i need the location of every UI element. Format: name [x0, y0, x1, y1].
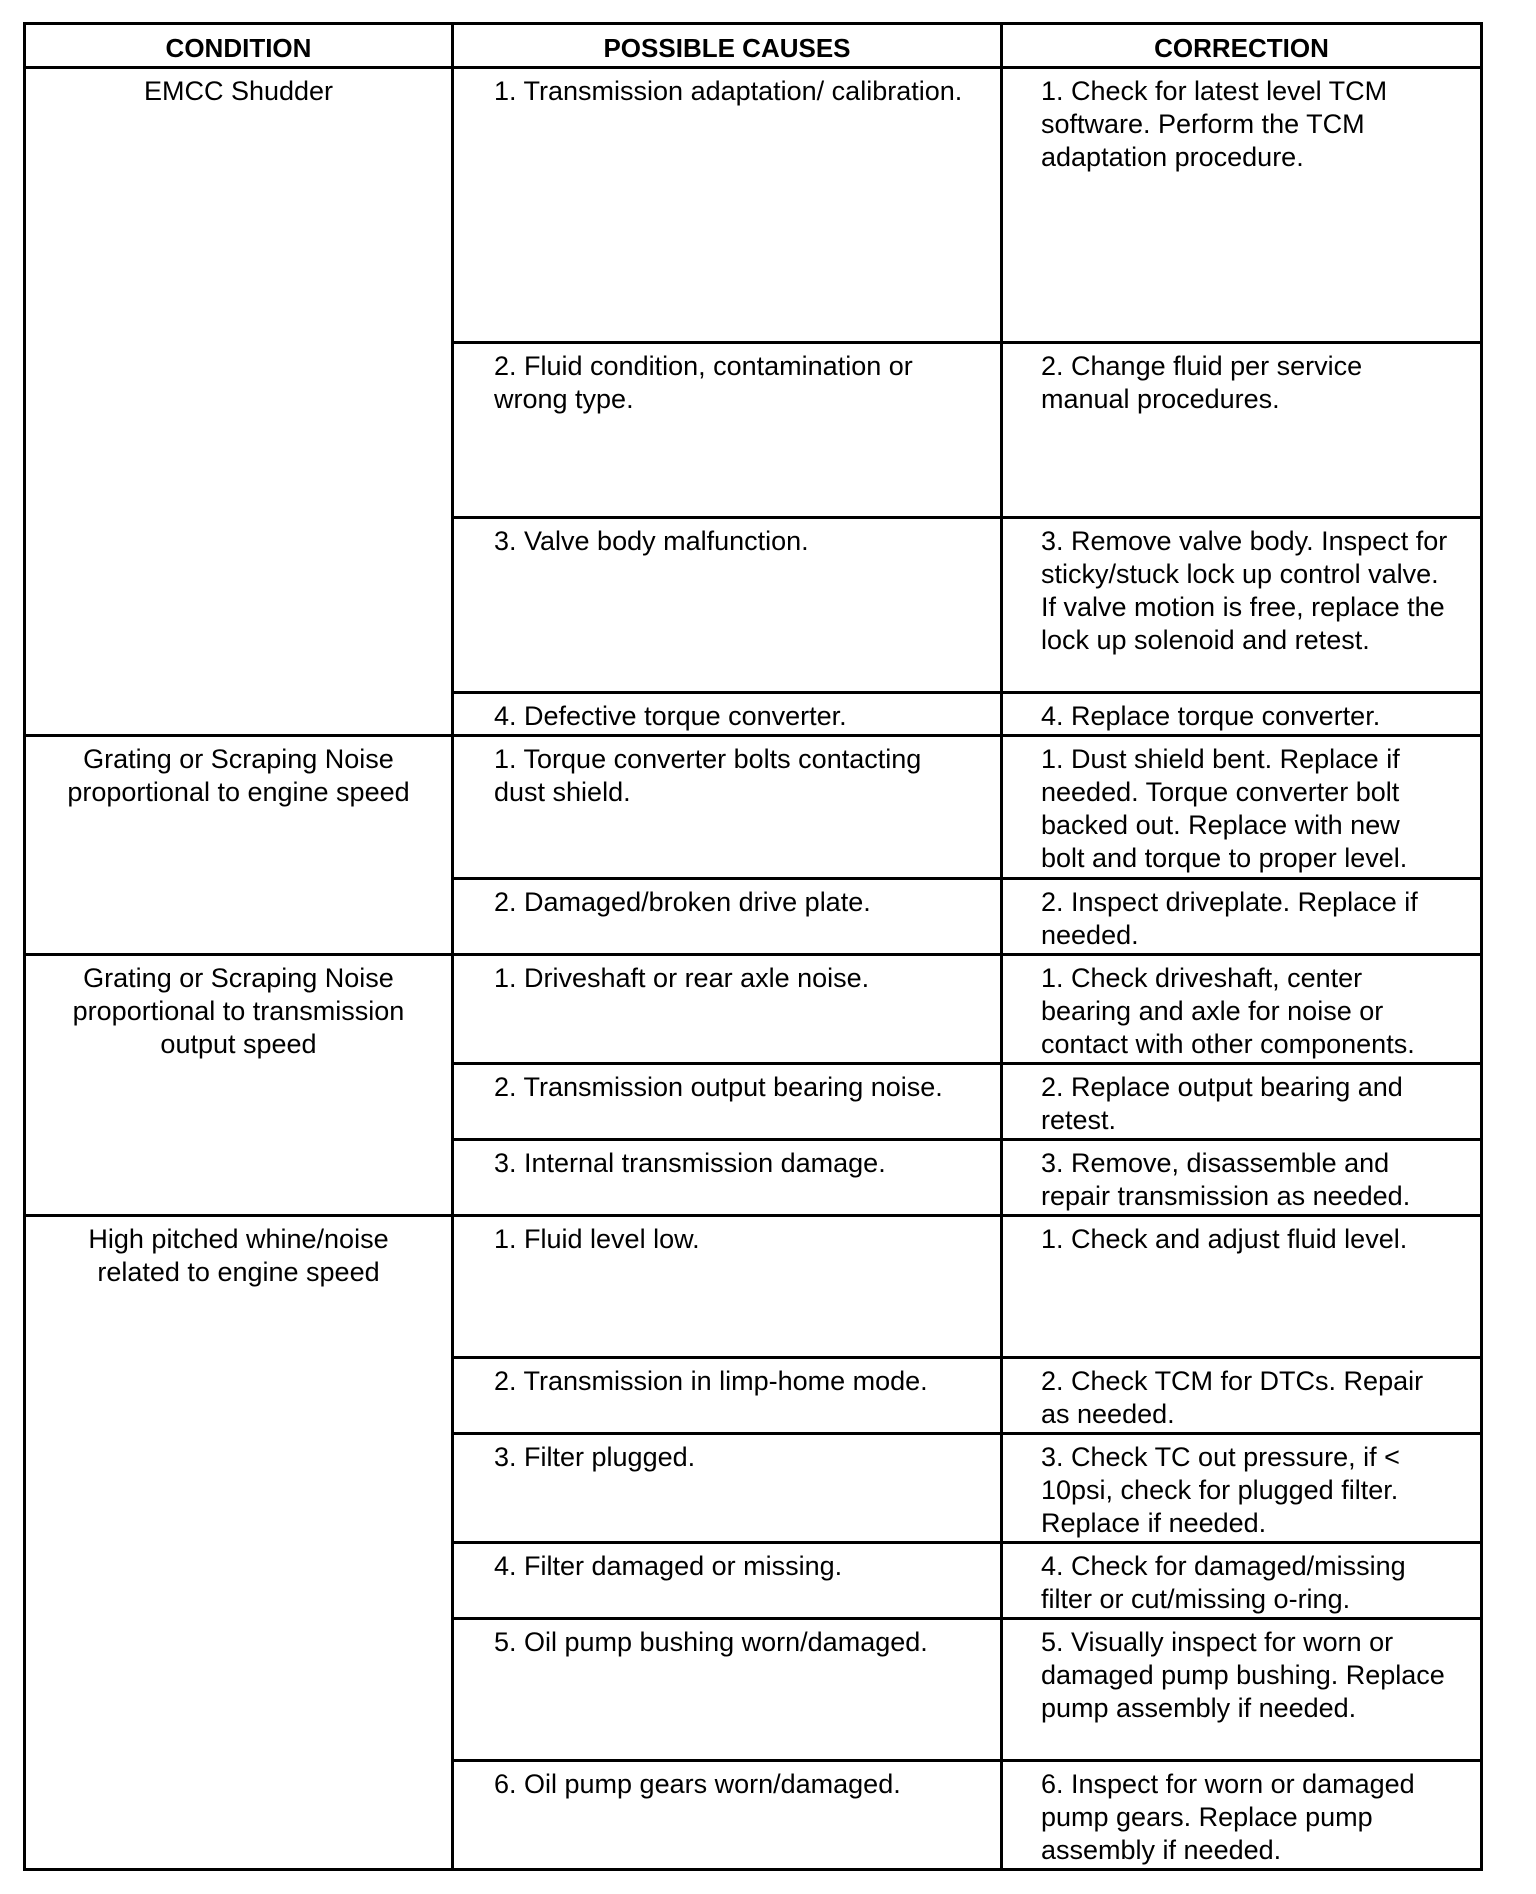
possible-cause-text: 1. Fluid level low.	[494, 1224, 700, 1254]
possible-cause-cell	[453, 1358, 1002, 1434]
header-row	[25, 24, 1482, 68]
possible-cause-text: 2. Transmission in limp-home mode.	[494, 1366, 928, 1396]
possible-cause-text: 2. Transmission output bearing noise.	[494, 1072, 943, 1102]
condition-cell	[25, 1216, 453, 1870]
correction-text: 2. Inspect driveplate. Replace if needed.	[1041, 887, 1418, 950]
correction-text: 1. Dust shield bent. Replace if needed. Torque converter bolt backed out. Replace with new bolt and torque to proper level.	[1041, 744, 1408, 873]
correction-cell	[1002, 1064, 1482, 1140]
possible-cause-cell	[453, 1140, 1002, 1216]
possible-cause-text: 2. Fluid condition, contamination or wrong type.	[494, 351, 913, 414]
correction-cell	[1002, 1140, 1482, 1216]
correction-cell	[1002, 1619, 1482, 1761]
possible-cause-text: 6. Oil pump gears worn/damaged.	[494, 1769, 901, 1799]
possible-cause-text: 3. Internal transmission damage.	[494, 1148, 886, 1178]
possible-cause-text: 3. Valve body malfunction.	[494, 526, 809, 556]
correction-cell	[1002, 1358, 1482, 1434]
correction-cell	[1002, 68, 1482, 343]
possible-cause-cell	[453, 518, 1002, 693]
possible-cause-cell	[453, 1543, 1002, 1619]
possible-cause-cell	[453, 736, 1002, 879]
correction-text: 3. Remove, disassemble and repair transmission as needed.	[1041, 1148, 1411, 1211]
table-row	[25, 955, 1482, 1064]
possible-cause-cell	[453, 1434, 1002, 1543]
possible-cause-text: 1. Torque converter bolts contacting dust shield.	[494, 744, 922, 807]
possible-cause-cell	[453, 1619, 1002, 1761]
correction-cell	[1002, 955, 1482, 1064]
correction-cell	[1002, 879, 1482, 955]
condition-text: Grating or Scraping Noise proportional to transmission output speed	[72, 963, 405, 1059]
correction-cell	[1002, 693, 1482, 736]
possible-cause-cell	[453, 1064, 1002, 1140]
possible-cause-cell	[453, 1216, 1002, 1358]
correction-text: 4. Check for damaged/missing filter or cut/missing o-ring.	[1041, 1551, 1406, 1614]
correction-cell	[1002, 1216, 1482, 1358]
possible-cause-cell	[453, 879, 1002, 955]
table-row	[25, 1216, 1482, 1358]
correction-text: 2. Check TCM for DTCs. Repair as needed.	[1041, 1366, 1424, 1429]
condition-text: High pitched whine/noise related to engine speed	[88, 1224, 389, 1287]
correction-text: 1. Check driveshaft, center bearing and axle for noise or contact with other components.	[1041, 963, 1415, 1059]
correction-cell	[1002, 736, 1482, 879]
possible-cause-text: 5. Oil pump bushing worn/damaged.	[494, 1627, 928, 1657]
correction-text: 6. Inspect for worn or damaged pump gears. Replace pump assembly if needed.	[1041, 1769, 1415, 1865]
possible-cause-cell	[453, 693, 1002, 736]
correction-cell	[1002, 1434, 1482, 1543]
condition-cell	[25, 955, 453, 1216]
correction-text: 5. Visually inspect for worn or damaged pump bushing. Replace pump assembly if needed.	[1041, 1627, 1445, 1723]
correction-text: 1. Check and adjust fluid level.	[1041, 1224, 1408, 1254]
correction-cell	[1002, 343, 1482, 518]
correction-cell	[1002, 1543, 1482, 1619]
table-row	[25, 68, 1482, 343]
correction-text: 4. Replace torque converter.	[1041, 701, 1381, 731]
possible-cause-cell	[453, 68, 1002, 343]
condition-cell	[25, 68, 453, 736]
possible-cause-cell	[453, 955, 1002, 1064]
condition-text: EMCC Shudder	[143, 76, 334, 106]
possible-cause-text: 4. Defective torque converter.	[494, 701, 847, 731]
possible-cause-text: 3. Filter plugged.	[494, 1442, 696, 1472]
possible-cause-cell	[453, 1761, 1002, 1870]
diagnosis-table	[23, 22, 1483, 1871]
correction-text: 1. Check for latest level TCM software. Perform the TCM adaptation procedure.	[1041, 76, 1388, 172]
header-condition: CONDITION	[25, 24, 453, 68]
correction-text: 2. Change fluid per service manual procedures.	[1041, 351, 1363, 414]
possible-cause-text: 4. Filter damaged or missing.	[494, 1551, 843, 1581]
header-correction: CORRECTION	[1002, 24, 1482, 68]
possible-cause-text: 2. Damaged/broken drive plate.	[494, 887, 871, 917]
condition-text: Grating or Scraping Noise proportional to engine speed	[67, 744, 410, 807]
table-row	[25, 736, 1482, 879]
possible-cause-text: 1. Driveshaft or rear axle noise.	[494, 963, 870, 993]
correction-cell	[1002, 1761, 1482, 1870]
possible-cause-cell	[453, 343, 1002, 518]
correction-cell	[1002, 518, 1482, 693]
correction-text: 3. Remove valve body. Inspect for sticky/stuck lock up control valve. If valve motion is free, replace the lock up solenoid and retest.	[1041, 526, 1448, 655]
correction-text: 2. Replace output bearing and retest.	[1041, 1072, 1403, 1135]
condition-cell	[25, 736, 453, 955]
correction-text: 3. Check TC out pressure, if < 10psi, check for plugged filter. Replace if needed.	[1041, 1442, 1400, 1538]
header-possible-causes: POSSIBLE CAUSES	[453, 24, 1002, 68]
possible-cause-text: 1. Transmission adaptation/ calibration.	[494, 76, 963, 106]
table-body	[25, 68, 1482, 1870]
